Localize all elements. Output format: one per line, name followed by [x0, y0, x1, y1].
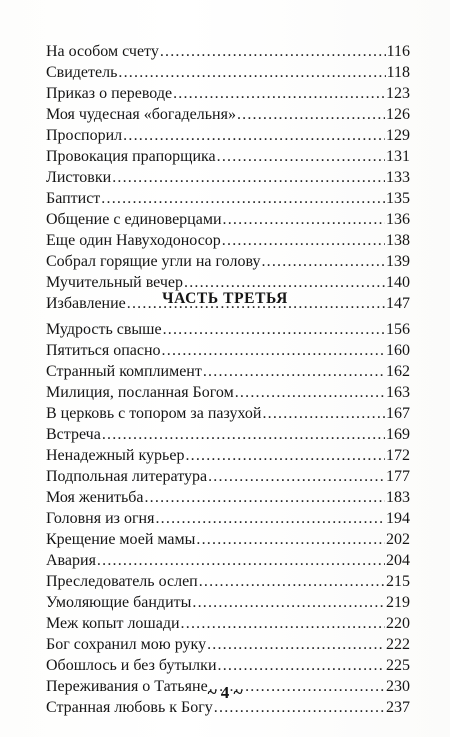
leader-dots — [235, 382, 385, 403]
toc-entry — [46, 445, 410, 466]
toc-entry-title: Избавление — [46, 295, 126, 312]
toc-entry — [46, 340, 410, 361]
toc-entry — [46, 319, 410, 340]
toc-entry-title: Авария — [46, 552, 96, 569]
leader-dots — [218, 655, 386, 676]
toc-entry-title: Приказ о переводе — [46, 85, 173, 102]
toc-entry-page: 138 — [386, 232, 410, 249]
leader-dots — [196, 529, 385, 550]
toc-entry-page: 225 — [386, 657, 410, 674]
toc-entry — [46, 508, 410, 529]
toc-entry-title: Головня из огня — [46, 510, 155, 527]
toc-entry-page: 183 — [386, 489, 410, 506]
leader-dots — [118, 62, 385, 83]
toc-entry-page: 129 — [386, 127, 410, 144]
toc-entry — [46, 209, 410, 230]
leader-dots — [155, 508, 385, 529]
toc-entry-page: 237 — [386, 699, 410, 716]
toc-entry — [46, 62, 410, 83]
toc-entry — [46, 167, 410, 188]
leader-dots — [112, 167, 385, 188]
toc-entry-title: Умоляющие бандиты — [46, 594, 192, 611]
toc-entry — [46, 466, 410, 487]
toc-entry-title: Милиция, посланная Богом — [46, 384, 234, 401]
toc-entry-title: Проспорил — [46, 127, 123, 144]
leader-dots — [237, 104, 385, 125]
leader-dots — [208, 466, 385, 487]
toc-entry-title: Меж копыт лошади — [46, 615, 180, 632]
toc-entry-title: Мучительный вечер — [46, 274, 183, 291]
toc-entry-page: 156 — [386, 321, 410, 338]
leader-dots — [199, 571, 385, 592]
toc-entry-page: 118 — [386, 64, 410, 81]
toc-entry-page: 126 — [386, 106, 410, 123]
toc-entry-page: 172 — [386, 447, 410, 464]
part-heading: ЧАСТЬ ТРЕТЬЯ — [162, 290, 288, 307]
toc-entry-page: 194 — [386, 510, 410, 527]
toc-entry — [46, 550, 410, 571]
toc-entry-page: 169 — [386, 426, 410, 443]
leader-dots — [101, 188, 385, 209]
toc-entry-page: 220 — [386, 615, 410, 632]
leader-dots — [97, 550, 385, 571]
toc-entry — [46, 146, 410, 167]
leader-dots — [123, 125, 385, 146]
toc-entry-title: В церковь с топором за пазухой — [46, 405, 262, 422]
leader-dots — [160, 41, 386, 62]
toc-entry-page: 230 — [386, 678, 410, 695]
toc-entry-title: Ненадежный курьер — [46, 447, 185, 464]
leader-dots — [102, 424, 385, 445]
toc-entry — [46, 529, 410, 550]
toc-entry-title: Мудрость свыше — [46, 321, 162, 338]
toc-entry-title: Крещение моей мамы — [46, 531, 196, 548]
toc-entry — [46, 125, 410, 146]
toc-entry-title: Моя чудесная «богадельня» — [46, 106, 236, 123]
leader-dots — [223, 209, 385, 230]
toc-entry — [46, 487, 410, 508]
toc-entry-page: 160 — [386, 342, 410, 359]
toc-entry-title: Собрал горящие угли на голову — [46, 253, 261, 270]
toc-entry-title: Странный комплимент — [46, 363, 202, 380]
toc-entry-page: 167 — [386, 405, 410, 422]
toc-entry-title: Свидетель — [46, 64, 118, 81]
toc-entry-page: 163 — [386, 384, 410, 401]
leader-dots — [185, 445, 385, 466]
toc-entry-title: Моя женитьба — [46, 489, 144, 506]
toc-entry — [46, 592, 410, 613]
leader-dots — [203, 361, 385, 382]
toc-entry — [46, 361, 410, 382]
leader-dots — [192, 592, 385, 613]
toc-entry — [46, 403, 410, 424]
leader-dots — [222, 230, 385, 251]
toc-entry-page: 116 — [386, 43, 410, 60]
leader-dots — [144, 487, 385, 508]
table-of-contents-part-two — [46, 41, 410, 314]
leader-dots — [181, 613, 385, 634]
toc-entry-title: Пятиться опасно — [46, 342, 161, 359]
toc-entry-page: 133 — [386, 169, 410, 186]
leader-dots — [261, 251, 385, 272]
leader-dots — [163, 319, 385, 340]
leader-dots — [173, 83, 385, 104]
toc-entry-page: 131 — [386, 148, 410, 165]
toc-entry-title: Обошлось и без бутылки — [46, 657, 217, 674]
toc-entry — [46, 83, 410, 104]
page-number: ~ 4 ~ — [207, 683, 243, 702]
toc-entry — [46, 188, 410, 209]
toc-entry-page: 136 — [386, 211, 410, 228]
leader-dots — [207, 634, 385, 655]
toc-entry — [46, 230, 410, 251]
toc-entry — [46, 571, 410, 592]
table-of-contents-part-three — [46, 319, 410, 718]
toc-entry — [46, 251, 410, 272]
leader-dots — [262, 403, 385, 424]
toc-entry-page: 222 — [386, 636, 410, 653]
toc-entry-title: Подпольная литература — [46, 468, 208, 485]
toc-entry-page: 177 — [386, 468, 410, 485]
toc-entry-page: 140 — [386, 274, 410, 291]
toc-entry-page: 162 — [386, 363, 410, 380]
toc-entry-page: 202 — [386, 531, 410, 548]
toc-entry-page: 139 — [386, 253, 410, 270]
toc-entry-title: Встреча — [46, 426, 101, 443]
toc-entry — [46, 613, 410, 634]
toc-entry-title: Переживания о Татьяне — [46, 678, 208, 695]
toc-entry — [46, 424, 410, 445]
toc-entry-title: Провокация прапорщика — [46, 148, 216, 165]
toc-entry-page: 147 — [386, 295, 410, 312]
toc-entry — [46, 655, 410, 676]
toc-entry-title: Еще один Навуходоносор — [46, 232, 221, 249]
toc-entry-page: 135 — [386, 190, 410, 207]
toc-entry — [46, 104, 410, 125]
leader-dots — [217, 146, 385, 167]
toc-entry-title: Общение с единоверцами — [46, 211, 222, 228]
toc-entry-title: Странная любовь к Богу — [46, 699, 213, 716]
toc-entry-page: 215 — [386, 573, 410, 590]
toc-entry — [46, 382, 410, 403]
toc-entry-title: Баптист — [46, 190, 101, 207]
toc-entry-page: 123 — [386, 85, 410, 102]
toc-entry-page: 219 — [386, 594, 410, 611]
toc-entry-page: 204 — [386, 552, 410, 569]
toc-entry-title: Бог сохранил мою руку — [46, 636, 207, 653]
leader-dots — [162, 340, 385, 361]
toc-entry — [46, 41, 410, 62]
toc-entry-title: Преследователь ослеп — [46, 573, 198, 590]
toc-entry-title: Листовки — [46, 169, 112, 186]
toc-entry-title: На особом счету — [46, 43, 159, 60]
toc-entry — [46, 634, 410, 655]
